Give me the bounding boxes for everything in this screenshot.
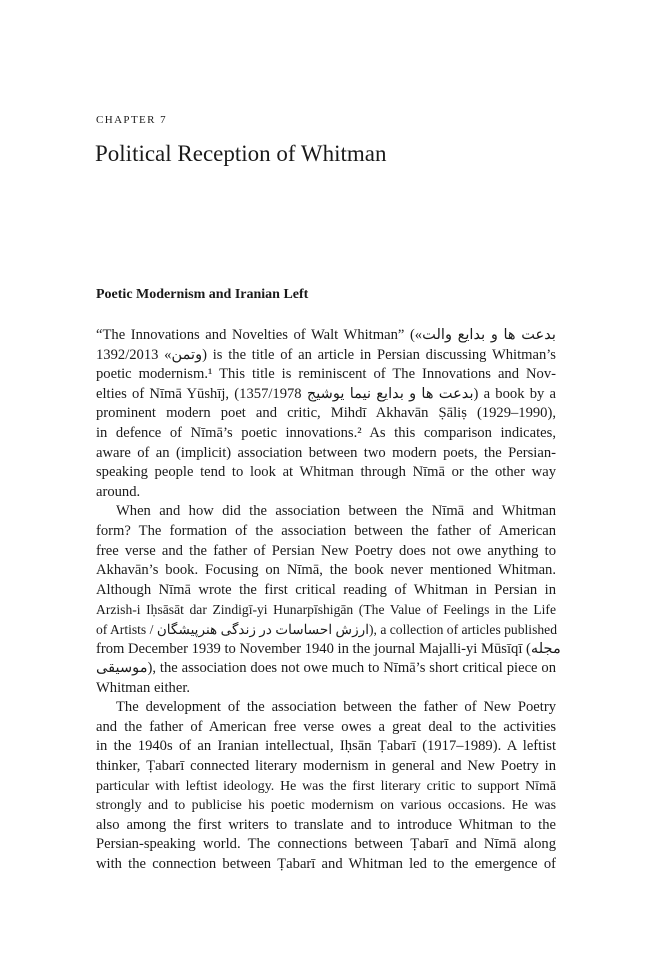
text-line: Persian-speaking world. The connections between Ṭabarī and Nīmā along bbox=[96, 836, 556, 853]
text-line: elties of Nīmā Yūshīj, (بدعت ها و بدایع نیما یوشیج 1357/1978) a book by a bbox=[96, 385, 557, 402]
text-line: وتمن» 1392/2013) is the title of an article in Persian discussing Whitman’s bbox=[96, 346, 556, 363]
text-line: When and how did the association between the Nīmā and Whitman bbox=[116, 503, 556, 520]
paragraph bbox=[96, 502, 561, 698]
text-line: free verse and the father of Persian New Poetry does not owe anything to bbox=[96, 542, 556, 559]
text-line: “The Innovations and Novelties of Walt Whitman” («بدعت ها و بدایع والت bbox=[96, 327, 556, 343]
text-line: particular with leftist ideology. He was the first literary critic to support Nīmā bbox=[96, 778, 556, 794]
text-line: in defence of Nīmā’s poetic innovations.² As this comparison indicates, bbox=[96, 424, 556, 441]
section-heading: Poetic Modernism and Iranian Left bbox=[96, 287, 309, 302]
text-line: thinker, Ṭabarī connected literary modernism in general and New Poetry in bbox=[96, 758, 556, 775]
text-line: also among the first writers to translate and to introduce Whitman to the bbox=[96, 816, 556, 833]
text-line: poetic modernism.¹ This title is reminiscent of The Innovations and Nov- bbox=[96, 366, 556, 383]
text-line: موسیقی), the association does not owe much to Nīmā’s short critical piece on bbox=[96, 660, 556, 677]
text-line: of Artists / ارزش احساسات در زندگی هنرپیشگان), a collection of articles published bbox=[96, 621, 557, 637]
text-line: with the connection between Ṭabarī and Whitman led to the emergence of bbox=[96, 856, 556, 873]
text-line: Whitman either. bbox=[96, 679, 191, 696]
text-line: aware of an (implicit) association between two modern poets, the Persian- bbox=[96, 444, 556, 461]
paragraph bbox=[96, 698, 556, 874]
body-text bbox=[96, 326, 561, 875]
text-line: The development of the association between the father of New Poetry bbox=[116, 699, 556, 716]
chapter-title: Political Reception of Whitman bbox=[95, 141, 387, 166]
text-line: strongly and to publicise his poetic modernism on various occasions. He was bbox=[96, 798, 556, 814]
text-line: around. bbox=[96, 483, 141, 500]
text-line: Although Nīmā wrote the first critical reading of Whitman in Persian in bbox=[96, 581, 556, 598]
paragraph bbox=[96, 326, 556, 502]
text-line: Akhavān’s book. Focusing on Nīmā, the book never mentioned Whitman. bbox=[96, 562, 556, 579]
text-line: form? The formation of the association between the father of American bbox=[96, 522, 556, 539]
chapter-label: CHAPTER 7 bbox=[96, 114, 167, 126]
text-line: and the father of American free verse owes a great deal to the activities bbox=[96, 718, 556, 735]
text-line: from December 1939 to November 1940 in the journal Majalli-yi Mūsīqī (مجله bbox=[96, 640, 561, 657]
text-line: speaking people tend to look at Whitman through Nīmā or the other way bbox=[96, 464, 556, 481]
text-line: Arzish-i Iḥsāsāt dar Zindigī-yi Hunarpīshigān (The Value of Feelings in the Life bbox=[96, 602, 556, 618]
text-line: in the 1940s of an Iranian intellectual, Iḥsān Ṭabarī (1917–1989). A leftist bbox=[96, 738, 556, 755]
text-line: prominent modern poet and critic, Mihdī Akhavān Ṣāliṣ (1929–1990), bbox=[96, 405, 556, 422]
